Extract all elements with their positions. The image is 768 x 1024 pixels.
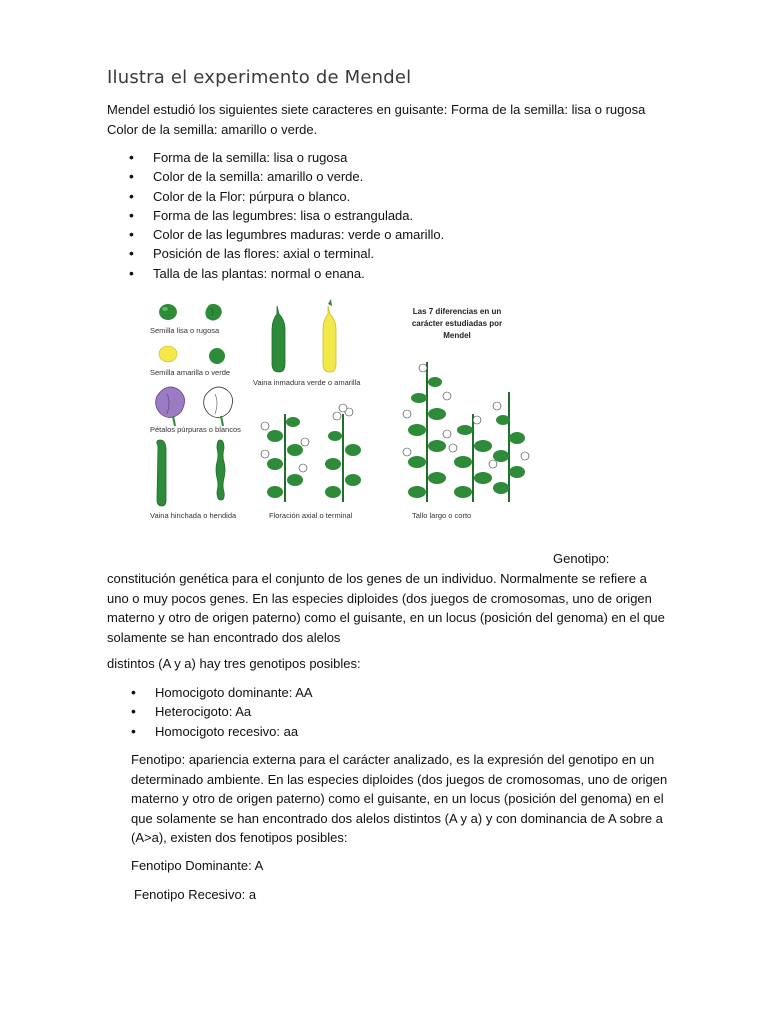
seed-wrinkled-icon (205, 304, 221, 321)
alelos-line: distintos (A y a) hay tres genotipos posibles: (107, 656, 361, 671)
figure-title-line-2: carácter estudiadas por (411, 319, 503, 328)
list-item: • Homocigoto recesivo: aa (131, 722, 313, 741)
list-item: • Talla de las plantas: normal o enana. (129, 264, 444, 283)
list-item: • Forma de la semilla: lisa o rugosa (129, 148, 444, 167)
list-item: • Posición de las flores: axial o terminal. (129, 244, 444, 263)
label-stem-length: Tallo largo o corto (412, 511, 472, 520)
characters-list (129, 148, 444, 283)
list-item: • Color de la semilla: amarillo o verde. (129, 167, 444, 186)
fenotipo-paragraph: Fenotipo: apariencia externa para el carácter analizado, es la expresión del genotipo en un determinado ambiente. En las especies diploides (dos juegos de cromosomas, uno de origen materno y otro de origen paterno) como el guisante, en un locus (posición del genoma) en el que solamente se han encontrado dos alelos distintos (A y a) y con dominancia de A sobre a (A>a), existen dos fenotipos posibles: (131, 752, 668, 845)
list-item: • Forma de las legumbres: lisa o estrangulada. (129, 206, 444, 225)
figure-title-line-1: Las 7 diferencias en un (412, 307, 502, 316)
mendel-traits-figure (137, 296, 540, 541)
pod-inflated-icon (157, 440, 166, 506)
list-item: • Color de las legumbres maduras: verde o amarillo. (129, 225, 444, 244)
plant-medium-icon (493, 392, 529, 502)
intro-paragraph: Mendel estudió los siguientes siete caracteres en guisante: Forma de la semilla: lisa o rugosa Color de la semilla: amarillo o verde. (107, 102, 646, 137)
seed-yellow-icon (159, 346, 177, 362)
label-pod-color: Vaina inmadura verde o amarilla (253, 378, 361, 387)
label-pod-shape: Vaina hinchada o hendida (150, 511, 237, 520)
list-item: • Homocigoto dominante: AA (131, 683, 313, 702)
plant-tall-icon (403, 362, 451, 502)
genotypes-list (131, 683, 313, 741)
list-item: • Heterocigoto: Aa (131, 702, 313, 721)
list-item: • Color de la Flor: púrpura o blanco. (129, 187, 444, 206)
label-flower-position: Floración axial o terminal (269, 511, 353, 520)
pod-constricted-icon (216, 440, 225, 500)
seed-green-icon (209, 348, 225, 364)
flower-purple-icon (156, 387, 185, 426)
seed-smooth-icon (159, 304, 177, 320)
plant-axial-icon (261, 414, 309, 502)
genotipo-heading: Genotipo: (553, 551, 610, 566)
fenotipo-dominante: Fenotipo Dominante: A (131, 858, 264, 873)
page-title: Ilustra el experimento de Mendel (107, 67, 412, 88)
plant-short-icon (449, 414, 497, 502)
fenotipo-recesivo: Fenotipo Recesivo: a (134, 887, 257, 902)
plant-terminal-icon (325, 404, 361, 502)
pod-green-icon (272, 306, 285, 372)
label-seed-shape: Semilla lisa o rugosa (150, 326, 220, 335)
label-seed-color: Semilla amarilla o verde (150, 368, 231, 377)
pod-yellow-icon (323, 299, 336, 372)
label-petals: Pétalos púrpuras o blancos (150, 425, 241, 434)
genotipo-paragraph: constitución genética para el conjunto de los genes de un individuo. Normalmente se refiere a uno o muy pocos genes. En las especies diploides (dos juegos de cromosomas, uno de origen materno y otro de origen paterno) como el guisante, en un locus (posición del genoma) en el que solamente se han encontrado dos alelos (107, 571, 665, 645)
figure-title-line-3: Mendel (443, 331, 471, 340)
flower-white-icon (204, 387, 233, 426)
